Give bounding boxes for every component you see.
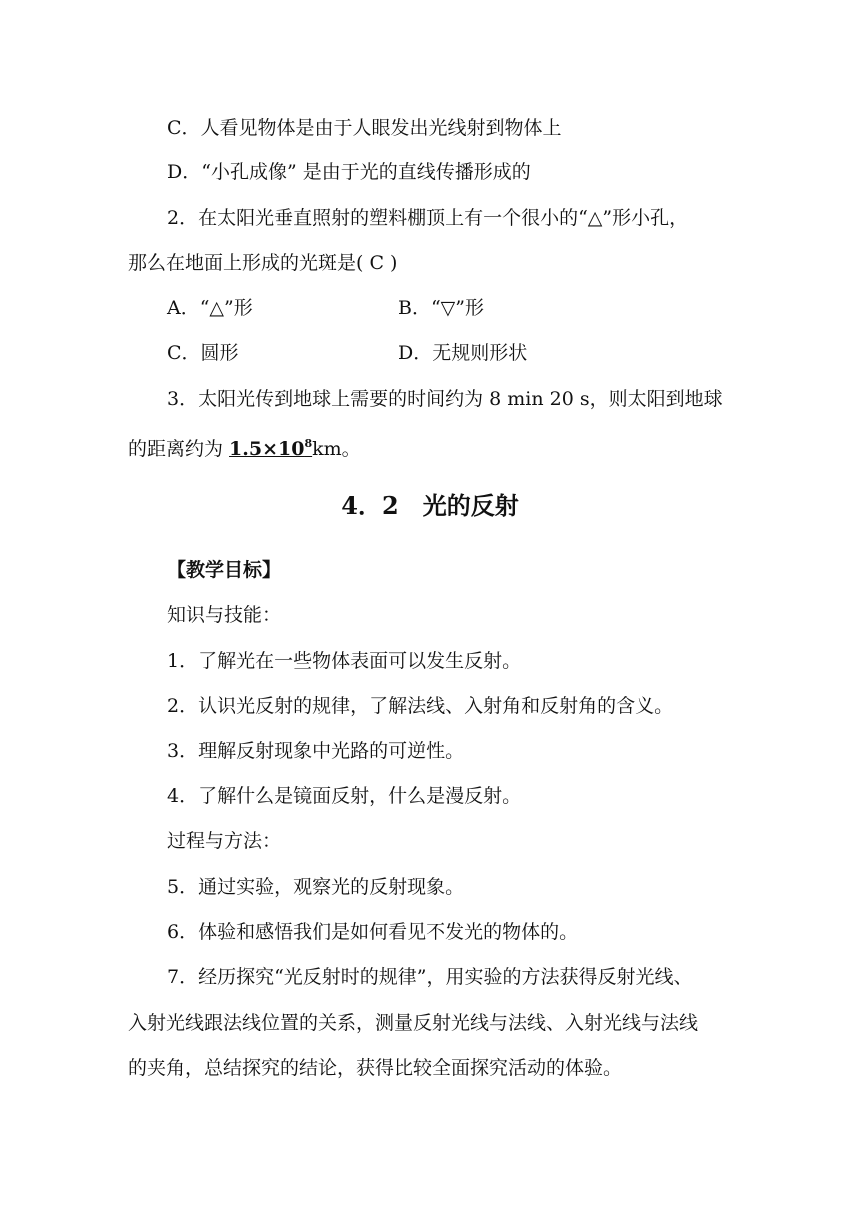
objectives-heading: 【教学目标】 xyxy=(167,559,282,581)
question-2-option-c: C．圆形 xyxy=(167,342,239,364)
section-title: 4．2 光的反射 xyxy=(341,491,519,520)
objective-6: 6．体验和感悟我们是如何看见不发光的物体的。 xyxy=(167,921,579,943)
answer-base: 1.5×10 xyxy=(229,438,305,460)
question-3-line-2 xyxy=(128,430,361,463)
knowledge-skills-label: 知识与技能： xyxy=(167,604,282,626)
question-2-line-2: 那么在地面上形成的光斑是( C ) xyxy=(128,252,398,274)
question-2-option-b: B．“▽”形 xyxy=(398,297,485,319)
objective-2: 2．认识光反射的规律，了解法线、入射角和反射角的含义。 xyxy=(167,695,674,717)
question-3-prefix: 的距离约为 xyxy=(128,438,230,460)
objective-3: 3．理解反射现象中光路的可逆性。 xyxy=(167,740,465,762)
objective-1: 1．了解光在一些物体表面可以发生反射。 xyxy=(167,650,522,672)
answer-exponent: 8 xyxy=(304,437,313,450)
question-2-option-d: D．无规则形状 xyxy=(398,342,528,364)
question-3-answer xyxy=(229,438,312,460)
objective-7-line-3: 的夹角，总结探究的结论，获得比较全面探究活动的体验。 xyxy=(128,1057,623,1079)
process-methods-label: 过程与方法： xyxy=(167,830,282,852)
objective-7-line-1: 7．经历探究“光反射时的规律”，用实验的方法获得反射光线、 xyxy=(167,966,693,988)
option-d-text: D．“小孔成像” 是由于光的直线传播形成的 xyxy=(167,161,531,183)
question-2-option-a: A．“△”形 xyxy=(167,297,253,319)
question-3-line-1: 3．太阳光传到地球上需要的时间约为 8 min 20 s，则太阳到地球 xyxy=(167,388,723,410)
objective-4: 4．了解什么是镜面反射，什么是漫反射。 xyxy=(167,785,522,807)
objective-7-line-2: 入射光线跟法线位置的关系，测量反射光线与法线、入射光线与法线 xyxy=(128,1012,699,1034)
question-3-unit: km。 xyxy=(312,438,361,460)
objective-5: 5．通过实验，观察光的反射现象。 xyxy=(167,876,465,898)
question-2-line-1: 2．在太阳光垂直照射的塑料棚顶上有一个很小的“△”形小孔， xyxy=(167,207,689,229)
option-c-text: C．人看见物体是由于人眼发出光线射到物体上 xyxy=(167,117,562,139)
